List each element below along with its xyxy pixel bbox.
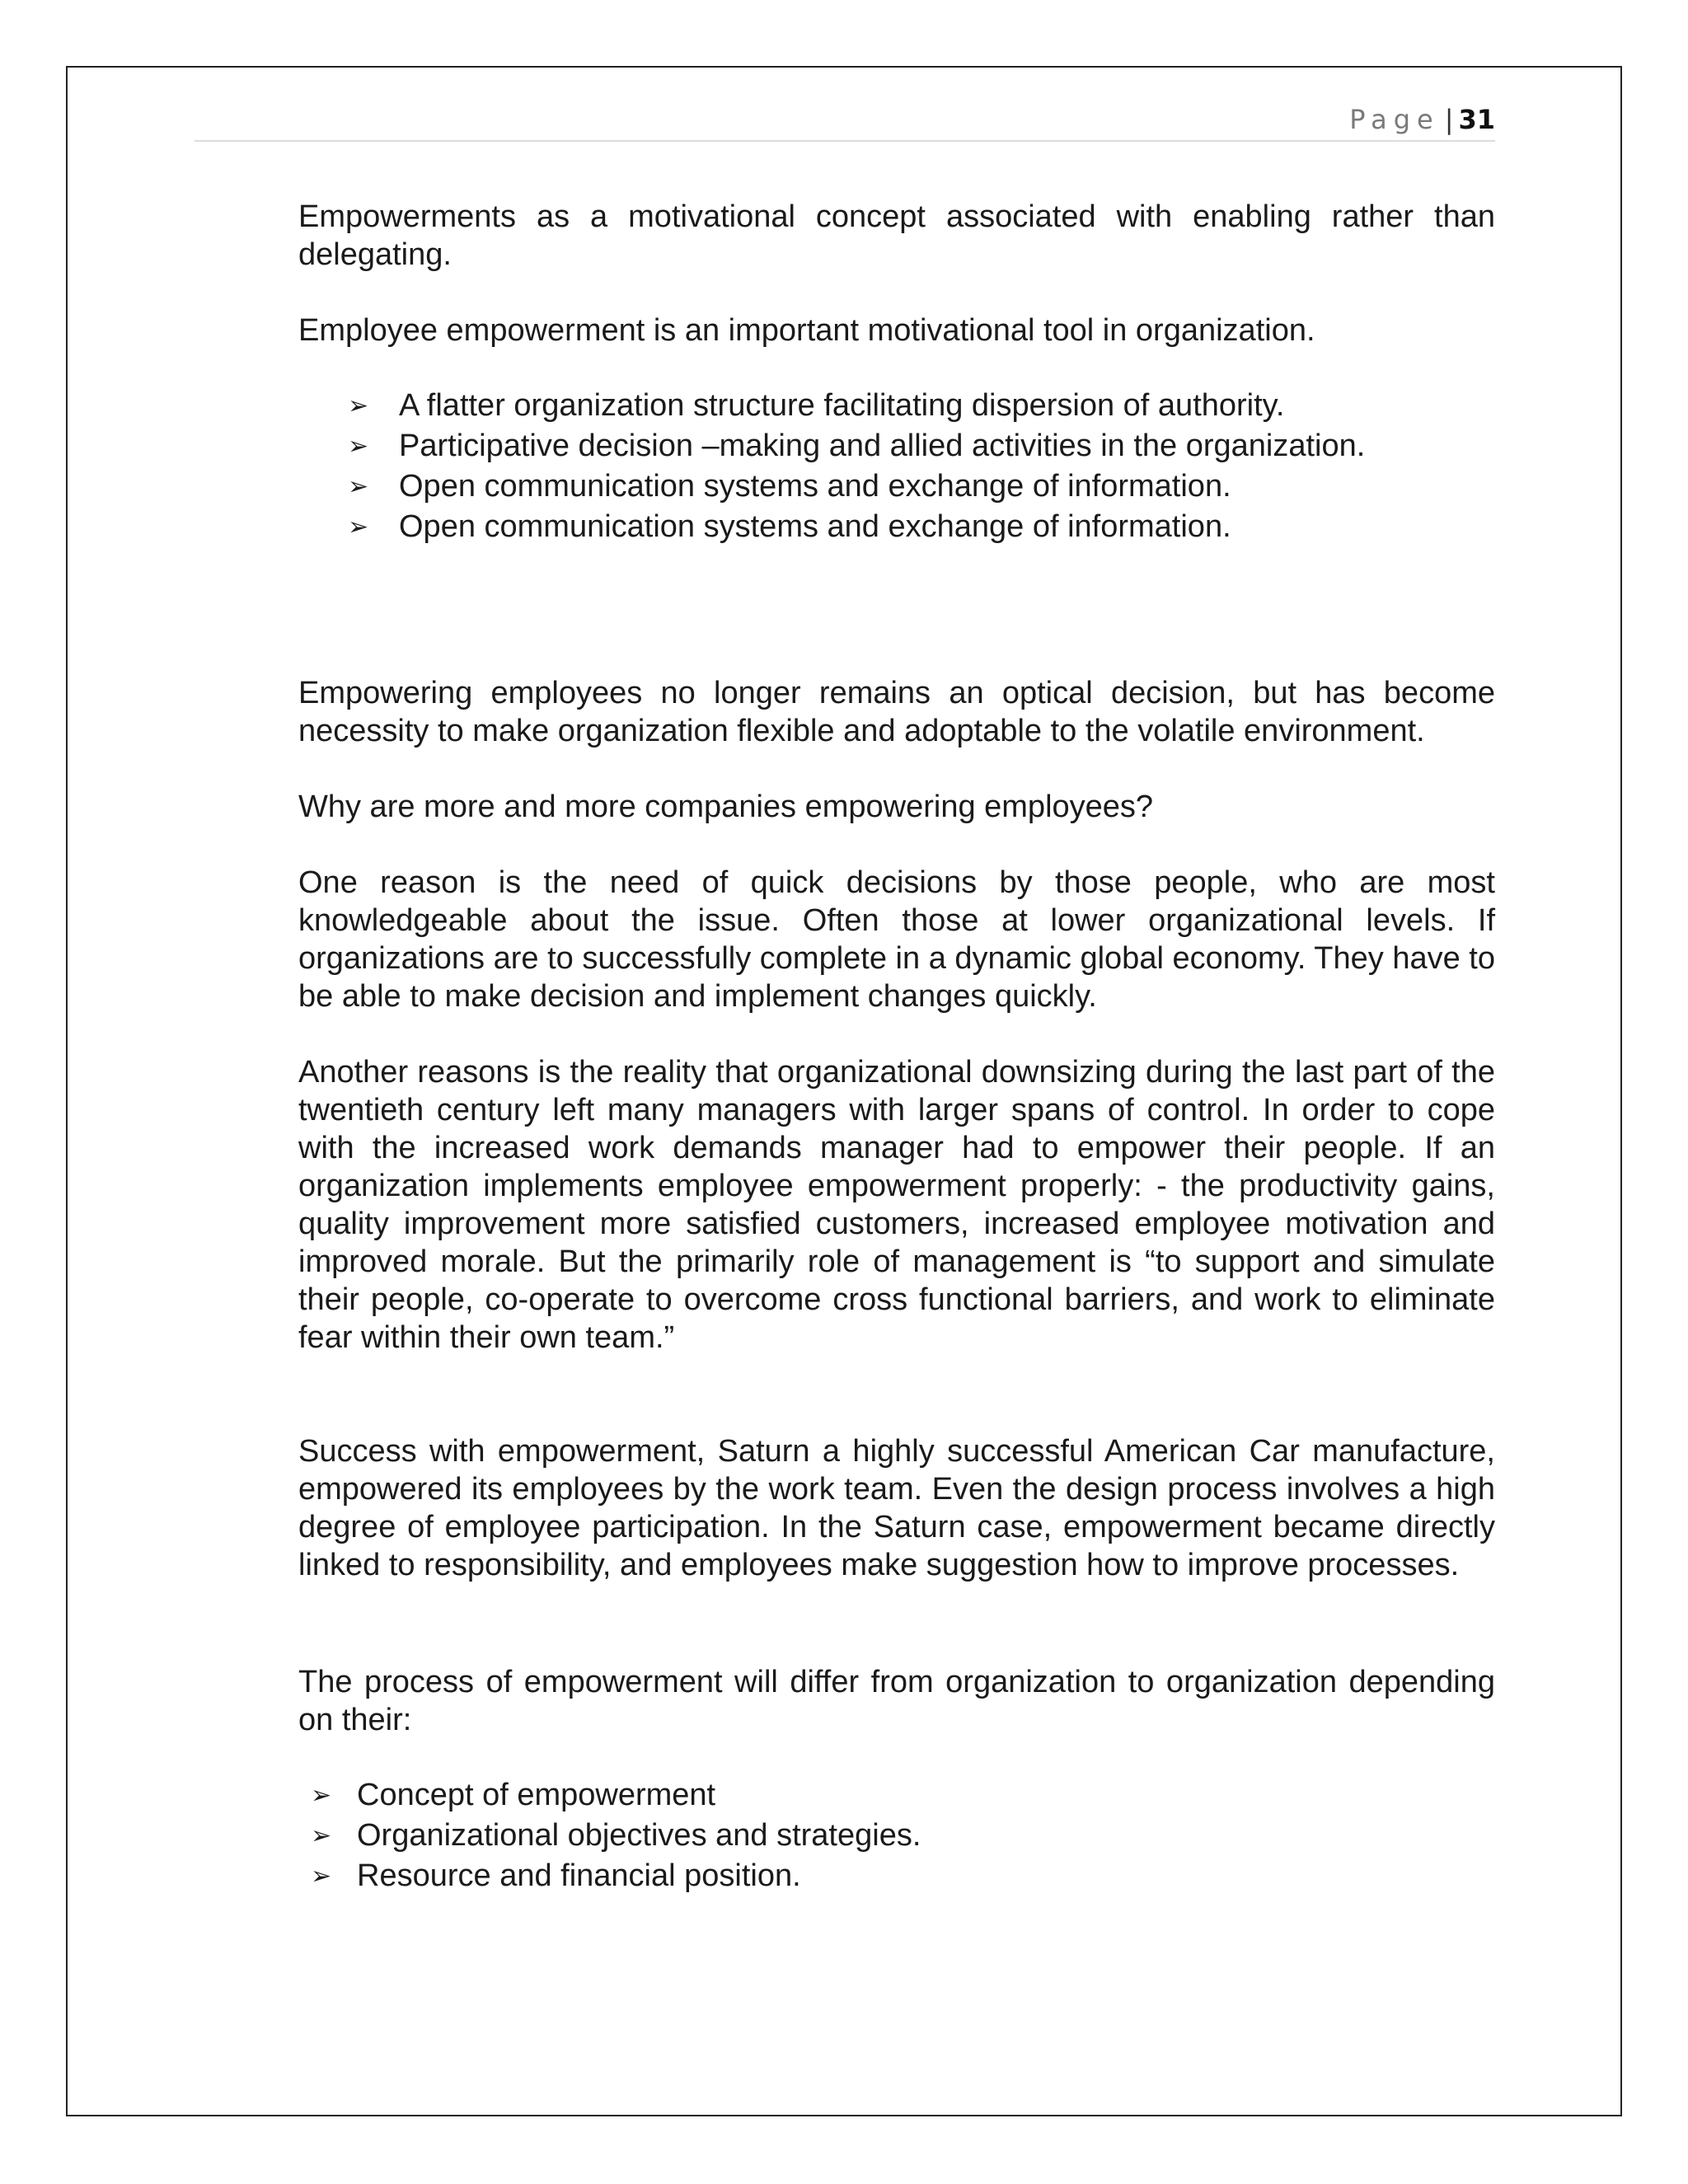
arrow-bullet-icon: ➢ [348,513,369,541]
page-label: Page [1349,104,1440,135]
list-item: ➢ A flatter organization structure facilitating dispersion of authority. [348,386,1495,426]
page-number: 31 [1458,104,1495,135]
paragraph-motivational-tool: Employee empowerment is an important motivational tool in organization. [298,313,1315,348]
list-item: ➢ Participative decision –making and allied activities in the organization. [348,426,1495,466]
process-factors-list [311,1775,1495,1896]
arrow-bullet-icon: ➢ [348,391,369,420]
arrow-bullet-icon: ➢ [311,1821,332,1850]
arrow-bullet-icon: ➢ [311,1862,332,1891]
paragraph-process-differs: The process of empowerment will differ from organization to organization depending on their: [298,1665,1495,1737]
list-item: ➢ Organizational objectives and strategies. [311,1816,1495,1856]
list-item: ➢ Open communication systems and exchange of information. [348,466,1495,507]
paragraph-empowerment-concept: Empowerments as a motivational concept associated with enabling rather than delegating. [298,199,1495,272]
arrow-bullet-icon: ➢ [348,432,369,461]
list-item: ➢ Concept of empowerment [311,1775,1495,1816]
paragraph-another-reason: Another reasons is the reality that organizational downsizing during the last part of the twentieth century left many managers with larger spans of control. In order to cope with the increased work demands manager had to empower their people. If an organization implements employee empowerment properly: - the productivity gains, quality improvement more satisfied customers, increased employee motivation and improved morale. But the primarily role of management is “to support and simulate their people, co-operate to overcome cross functional barriers, and work to eliminate fear within their own team.” [298,1055,1495,1355]
list-item: ➢ Open communication systems and exchange of information. [348,507,1495,547]
list-item: ➢ Resource and financial position. [311,1856,1495,1896]
paragraph-question: Why are more and more companies empowering employees? [298,790,1154,824]
paragraph-empowering-employees: Empowering employees no longer remains an optical decision, but has become necessity to make organization flexible and adoptable to the volatile environment. [298,676,1495,748]
arrow-bullet-icon: ➢ [348,472,369,501]
paragraph-saturn-success: Success with empowerment, Saturn a highly successful American Car manufacture, empowered its employees by the work team. Even the design process involves a high degree of employee participation. In the Saturn case, empowerment became directly linked to responsibility, and employees make suggestion how to improve processes. [298,1434,1495,1582]
document-body [298,198,1495,1896]
page-header [195,99,1495,142]
paragraph-one-reason: One reason is the need of quick decisions by those people, who are most knowledgeable about the issue. Often those at lower organizational levels. If organizations are to successfully complete in a dynamic global economy. They have to be able to make decision and implement changes quickly. [298,865,1495,1014]
empowerment-features-list [348,386,1495,547]
page-separator: | [1444,104,1454,135]
arrow-bullet-icon: ➢ [311,1781,332,1810]
